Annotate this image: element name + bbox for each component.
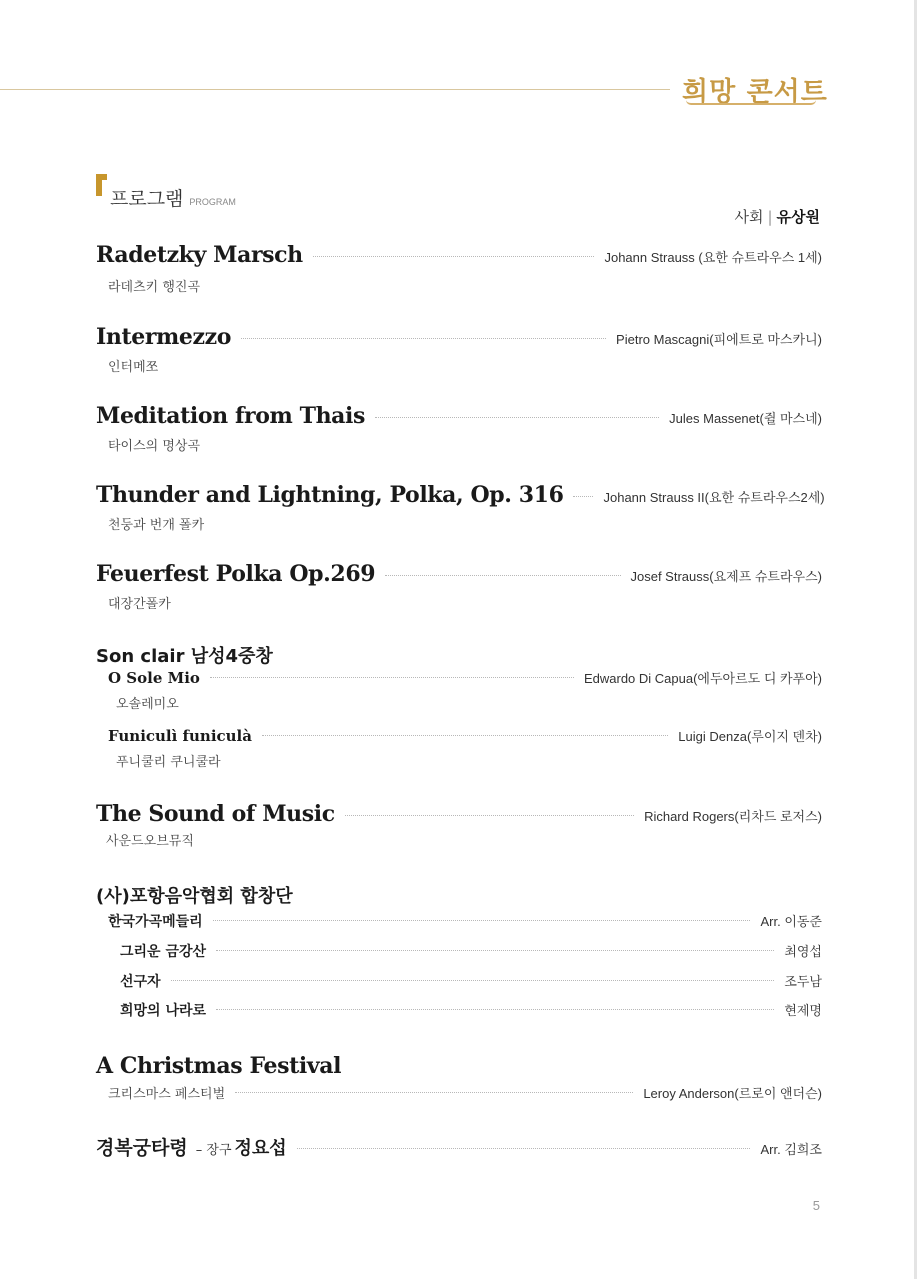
dot-leader — [210, 677, 574, 678]
dot-leader — [262, 735, 668, 736]
program-item — [96, 1133, 822, 1160]
program-item — [96, 403, 822, 429]
program-item — [96, 242, 822, 268]
piece-korean-title: 크리스마스 페스티벌 — [108, 1087, 226, 1102]
dot-leader — [297, 1148, 751, 1149]
program-item-title-row — [96, 1053, 822, 1079]
song-item — [120, 941, 822, 961]
piece-korean-title: 천둥과 번개 폴카 — [108, 518, 205, 533]
dot-leader — [235, 1092, 633, 1093]
piece-title: 경복궁타령 — [96, 1137, 188, 1159]
composer: Johann Strauss II(요한 슈트라우스2세) — [603, 490, 825, 505]
host-label: 사회 — [734, 208, 764, 226]
song-title: 그리운 금강산 — [120, 944, 207, 960]
page-number: 5 — [812, 1198, 820, 1213]
dot-leader — [573, 496, 593, 497]
song-item — [120, 1000, 822, 1020]
header-rule — [0, 89, 670, 90]
composer: 최영섭 — [784, 944, 822, 959]
program-item — [108, 911, 822, 931]
song-title: 희망의 나라로 — [120, 1003, 207, 1019]
composer: Johann Strauss (요한 슈트라우스 1세) — [604, 250, 822, 265]
composer: Jules Massenet(쥘 마스네) — [669, 411, 822, 426]
piece-title: The Sound of Music — [96, 801, 335, 827]
section-title: 프로그램 — [110, 188, 184, 210]
piece-korean-title: 푸니쿨리 쿠니쿨라 — [116, 755, 221, 770]
dot-leader — [241, 338, 606, 339]
song-title: 선구자 — [120, 974, 161, 990]
section-subtitle: PROGRAM — [189, 197, 236, 207]
program-item — [96, 482, 825, 508]
piece-title: Intermezzo — [96, 324, 231, 350]
section-heading — [110, 184, 236, 211]
dot-leader — [216, 950, 774, 951]
host-name: 유상원 — [776, 208, 820, 226]
piece-title: 한국가곡메들리 — [108, 914, 203, 930]
dot-leader — [375, 417, 659, 418]
piece-korean-title: 사운드오브뮤직 — [106, 834, 194, 849]
piece-korean-title: 대장간폴카 — [108, 597, 171, 612]
piece-title: O Sole Mio — [108, 669, 200, 687]
composer: Edwardo Di Capua(에두아르도 디 카푸아) — [583, 671, 822, 686]
group-heading: Son clair 남성4중창 — [96, 646, 273, 667]
dot-leader — [213, 920, 751, 921]
arranger: Arr. 김희조 — [760, 1142, 822, 1157]
arranger: Arr. 이동준 — [760, 914, 822, 929]
host-credit — [734, 206, 820, 227]
program-item — [96, 561, 822, 587]
piece-title: Feuerfest Polka Op.269 — [96, 561, 376, 587]
program-item-sub-row — [108, 1083, 822, 1102]
dot-leader — [171, 980, 775, 981]
composer: 조두남 — [784, 974, 822, 989]
song-item — [120, 971, 822, 991]
piece-title: Meditation from Thais — [96, 403, 365, 429]
composer: Pietro Mascagni(피에트로 마스카니) — [616, 332, 822, 347]
program-item — [96, 324, 822, 350]
piece-korean-title: 인터메쪼 — [108, 360, 159, 375]
composer: Luigi Denza(루이지 덴차) — [678, 729, 822, 744]
piece-title: A Christmas Festival — [96, 1053, 342, 1079]
dot-leader — [216, 1009, 774, 1010]
piece-title: Funiculì funiculà — [108, 727, 252, 745]
brand-swash — [686, 100, 816, 105]
program-item — [108, 726, 822, 745]
composer: Richard Rogers(리차드 로저스) — [644, 809, 822, 824]
dot-leader — [345, 815, 634, 816]
program-item — [108, 668, 822, 687]
group-heading: (사)포항음악협회 합창단 — [96, 886, 293, 907]
piece-korean-title: 오솔레미오 — [116, 697, 179, 712]
dot-leader — [313, 256, 595, 257]
piece-korean-title: 타이스의 명상곡 — [108, 439, 201, 454]
program-item — [96, 801, 822, 827]
piece-korean-title: 라데츠키 행진곡 — [108, 280, 201, 295]
section-corner-icon — [96, 174, 107, 196]
composer: Josef Strauss(요제프 슈트라우스) — [630, 569, 822, 584]
brand-logo: 희망 콘서트 — [682, 77, 828, 108]
performer-name: 정요섭 — [234, 1138, 287, 1159]
piece-title: Thunder and Lightning, Polka, Op. 316 — [96, 482, 564, 508]
composer: 현제명 — [784, 1003, 822, 1018]
composer: Leroy Anderson(르로이 앤더슨) — [643, 1086, 822, 1101]
piece-title: Radetzky Marsch — [96, 242, 303, 268]
dot-leader — [385, 575, 620, 576]
host-separator: | — [767, 208, 773, 226]
instrument-note: – 장구 — [195, 1143, 232, 1158]
